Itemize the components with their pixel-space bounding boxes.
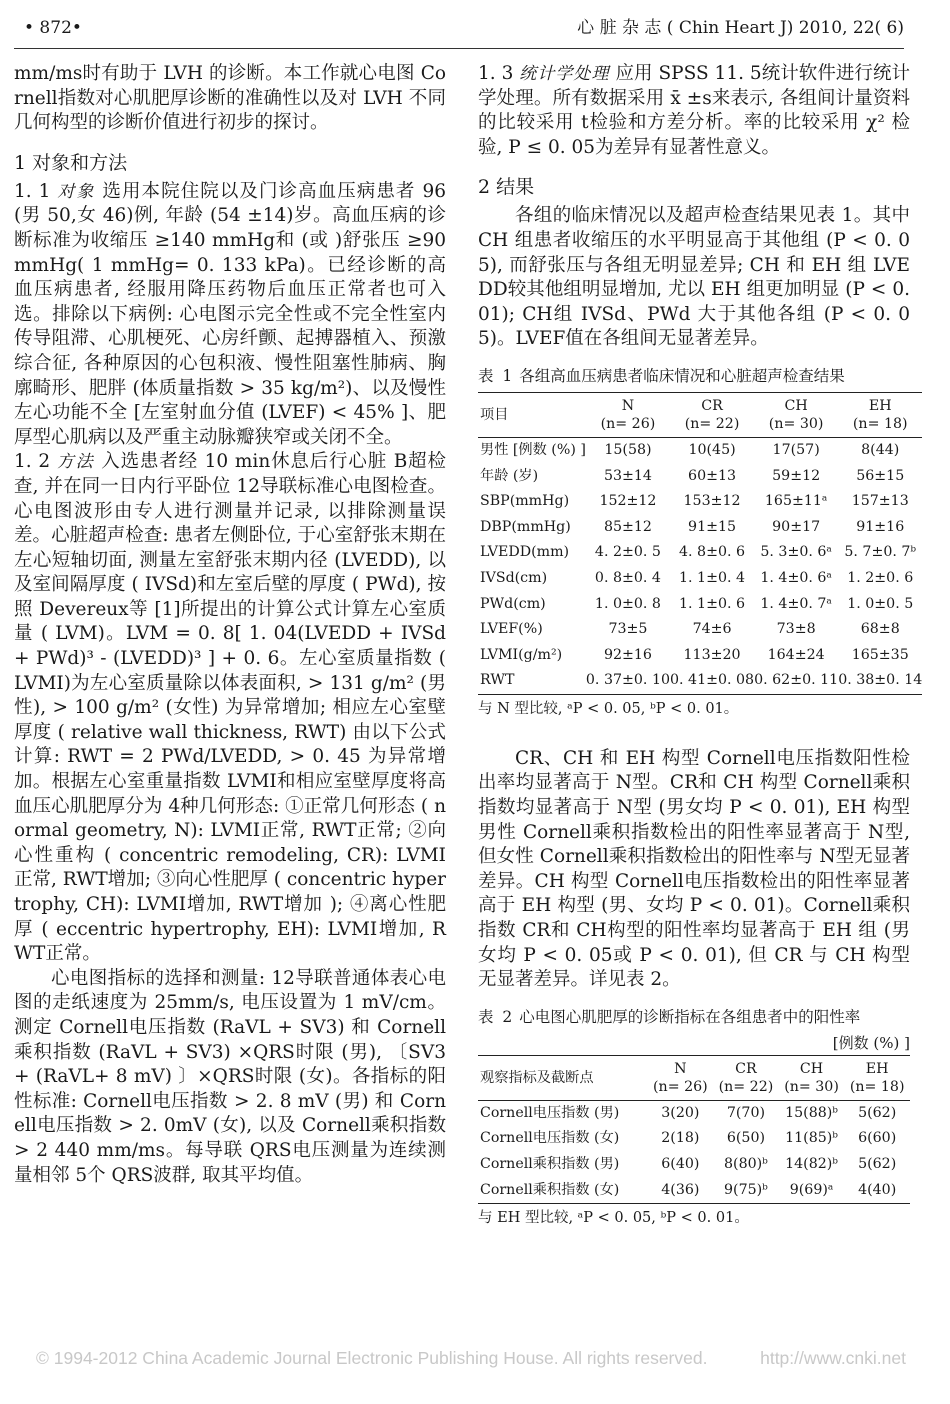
table-cell: 165±11ᵃ bbox=[764, 493, 828, 510]
table-2-header-n: N (n= 26) bbox=[648, 1055, 714, 1100]
table-cell: 4. 2±0. 5 bbox=[594, 544, 661, 561]
table-cell: 1. 4±0. 6ᵃ bbox=[760, 569, 832, 586]
table-cell: 0. 41±0. 08 bbox=[670, 668, 754, 694]
table-cell: 11(85)ᵇ bbox=[785, 1130, 838, 1147]
table-row-label: LVEDD(mm) bbox=[480, 544, 570, 561]
section-1-3-body: 应用 SPSS 11. 5统计软件进行统计学处理。所有数据采用 x̄ ±s来表示, 各组间计量资料的比较采用 t检验和方差分析。率的比较采用 χ² 检验, P ≤ 0. 05为差异有显著性意义。 bbox=[478, 63, 911, 158]
page-number: • 872• bbox=[24, 18, 82, 38]
intro-paragraph: mm/ms时有助于 LVH 的诊断。本工作就心电图 Cornell指数对心肌肥厚诊断的准确性以及对 LVH 不同几何构型的诊断价值进行初步的探讨。 bbox=[14, 63, 446, 134]
table-row bbox=[478, 1178, 910, 1204]
table-1-caption bbox=[478, 366, 910, 386]
table-1-header-eh: EH (n= 18) bbox=[838, 392, 922, 437]
table-row-label: 男性 [例数 (%) ] bbox=[480, 441, 586, 458]
table-1 bbox=[478, 392, 922, 695]
table-1-header-item: 项目 bbox=[478, 392, 586, 437]
section-1-3-paragraph bbox=[478, 62, 910, 160]
table-cell: 165±35 bbox=[851, 646, 909, 663]
table-2-title: 心电图心肌肥厚的诊断指标在各组患者中的阳性率 bbox=[519, 1007, 861, 1026]
copyright-text: © 1994-2012 China Academic Journal Electronic Publishing House. All rights reserved. bbox=[36, 1348, 708, 1368]
section-1-3-number: 1. 3 bbox=[478, 63, 514, 84]
table-cell: 113±20 bbox=[683, 646, 741, 663]
table-row bbox=[478, 592, 922, 618]
table-cell: 0. 62±0. 11 bbox=[754, 668, 838, 694]
table-2-label: 表 2 bbox=[478, 1007, 515, 1026]
table-2 bbox=[478, 1055, 910, 1204]
table-1-header-n: N (n= 26) bbox=[586, 392, 670, 437]
table-cell: 4(36) bbox=[648, 1178, 714, 1204]
table-1-title: 各组高血压病患者临床情况和心脏超声检查结果 bbox=[519, 366, 845, 385]
table-1-header-ch: CH (n= 30) bbox=[754, 392, 838, 437]
table-2-body bbox=[478, 1100, 910, 1203]
table-cell: 73±8 bbox=[776, 621, 816, 638]
table-2-unit: [例数 (%) ] bbox=[832, 1033, 910, 1052]
table-row bbox=[478, 1100, 910, 1126]
right-column bbox=[478, 62, 923, 1228]
table-row bbox=[478, 617, 922, 643]
table-cell: 90±17 bbox=[772, 518, 821, 535]
table-cell: 2(18) bbox=[661, 1130, 700, 1147]
table-row-label: Cornell电压指数 (女) bbox=[480, 1130, 620, 1147]
table-cell: 5(62) bbox=[858, 1104, 897, 1121]
table-cell: 17(57) bbox=[772, 441, 820, 458]
results-paragraph-1: 各组的临床情况以及超声检查结果见表 1。其中 CH 组患者收缩压的水平明显高于其他组 (P < 0. 05), 而舒张压与各组无明显差异; CH 和 EH 组 LVEDD较其他组明显增加, 尤以 EH 组更加明显 (P < 0. 01); CH组 IVSd、PWd 大于其他各组 (P < 0. 05)。LVEF值在各组间无显著差异。 bbox=[478, 205, 910, 350]
left-column bbox=[14, 62, 446, 1188]
table-cell: 9(75)ᵇ bbox=[713, 1178, 779, 1204]
table-cell: 6(50) bbox=[726, 1130, 766, 1147]
table-cell: 5. 3±0. 6ᵃ bbox=[760, 544, 832, 561]
watermark-footer bbox=[36, 1348, 906, 1369]
table-cell: 0. 38±0. 14 bbox=[838, 668, 922, 694]
table-cell: 1. 1±0. 6 bbox=[679, 595, 746, 612]
cnki-link[interactable]: http://www.cnki.net bbox=[760, 1348, 906, 1368]
table-cell: 8(80)ᵇ bbox=[724, 1156, 768, 1172]
table-cell: 0. 37±0. 10 bbox=[586, 668, 670, 694]
section-1-2-paragraph bbox=[14, 450, 446, 966]
table-cell: 8(44) bbox=[861, 441, 900, 458]
table-row bbox=[478, 437, 922, 463]
table-2-header-item: 观察指标及截断点 bbox=[478, 1055, 648, 1100]
table-2-header-eh: EH (n= 18) bbox=[844, 1055, 910, 1100]
table-cell: 3(20) bbox=[661, 1104, 700, 1121]
table-cell: 157±13 bbox=[851, 493, 909, 510]
table-cell: 91±16 bbox=[856, 518, 905, 535]
section-1-title: 1 对象和方法 bbox=[14, 151, 128, 174]
table-row-label: IVSd(cm) bbox=[480, 569, 548, 586]
table-row bbox=[478, 1152, 910, 1178]
table-1-label: 表 1 bbox=[478, 366, 515, 385]
ecg-method-paragraph: 心电图指标的选择和测量: 12导联普通体表心电图的走纸速度为 25mm/s, 电压设置为 1 mV/cm。测定 Cornell电压指数 (RaVL + SV3) 和 Cornell乘积指数 (RaVL + SV3) ×QRS时限 (男), 〔SV3+ (RaVL+ 8 mV) 〕×QRS时限 (女)。各指标的阳性标准: Cornell电压指数 > 2. 8 mV (男) 和 Cornell电压指数 > 2. 0mV (女), 以及 Cornell乘积指数 > 2 440 mm/ms。每导联 QRS电压测量为连续测量相邻 5个 QRS波群, 取其平均值。 bbox=[14, 967, 446, 1186]
table-cell: 10(45) bbox=[688, 441, 736, 458]
table-cell: 5. 7±0. 7ᵇ bbox=[844, 544, 917, 561]
table-cell: 5(62) bbox=[858, 1156, 897, 1172]
table-row bbox=[478, 489, 922, 515]
table-2-header-cr: CR (n= 22) bbox=[713, 1055, 779, 1100]
journal-citation: 心 脏 杂 志 ( Chin Heart J) 2010, 22( 6) bbox=[577, 18, 904, 38]
table-row-label: SBP(mmHg) bbox=[480, 493, 570, 510]
table-cell: 0. 8±0. 4 bbox=[594, 569, 661, 586]
results-paragraph-2: CR、CH 和 EH 构型 Cornell电压指数阳性检出率均显著高于 N型。CR和 CH 构型 Cornell乘积指数均显著高于 N型 (男女均 P < 0. 01), EH 构型男性 Cornell乘积指数检出的阳性率显著高于 N型, 但女性 Cornell乘积指数检出的阳性率与 N型无显著差异。CH 构型 Cornell电压指数检出的阳性率显著高于 EH 构型 (男、女均 P < 0. 01)。Cornell乘积指数 CR和 CH构型的阳性率均显著高于 EH 组 (男女均 P < 0. 05或 P < 0. 01), 但 CR 与 CH 构型无显著差异。详见表 2。 bbox=[478, 747, 910, 991]
table-2-note: 与 EH 型比较, ᵃP < 0. 05, ᵇP < 0. 01。 bbox=[478, 1210, 749, 1227]
section-1-2-title: 方法 bbox=[56, 452, 95, 473]
table-cell: 4. 8±0. 6 bbox=[679, 544, 746, 561]
table-row-label: LVMI(g/m²) bbox=[480, 646, 563, 663]
table-cell: 153±12 bbox=[683, 493, 741, 510]
page-header bbox=[14, 8, 904, 49]
table-cell: 15(58) bbox=[604, 441, 652, 458]
table-cell: 73±5 bbox=[608, 621, 648, 638]
table-row-label: DBP(mmHg) bbox=[480, 518, 571, 535]
table-cell: 68±8 bbox=[860, 621, 900, 638]
section-1-1-number: 1. 1 bbox=[14, 180, 51, 202]
section-1-1-paragraph bbox=[14, 180, 446, 451]
table-cell: 6(40) bbox=[661, 1156, 700, 1172]
table-row-label: PWd(cm) bbox=[480, 595, 546, 612]
table-cell: 85±12 bbox=[603, 518, 652, 535]
table-cell: 53±14 bbox=[603, 467, 652, 484]
section-1-1-body: 选用本院住院以及门诊高血压病患者 96(男 50,女 46)例, 年龄 (54 ±14)岁。高血压病的诊断标准为收缩压 ≥140 mmHg和 (或 )舒张压 ≥90 mmHg( 1 mmHg= 0. 133 kPa)。已经诊断的高血压病患者, 经服用降压药物后血压正常者也可入选。排除以下病例: 心电图示完全性或不完全性室内传导阻滞、心肌梗死、心房纤颤、起搏器植入、预激综合征, 各种原因的心包积液、慢性阻塞性肺病、胸廓畸形、肥胖 (体质量指数 > 35 kg/m²)、以及慢性左心功能不全 [左室射血分值 (LVEF) < 45% ]、肥厚型心肌病以及严重主动脉瓣狭窄或关闭不全。 bbox=[14, 180, 446, 448]
table-row-label: LVEF(%) bbox=[480, 621, 543, 638]
table-row bbox=[478, 668, 922, 694]
table-cell: 14(82)ᵇ bbox=[785, 1156, 838, 1172]
table-cell: 1. 4±0. 7ᵃ bbox=[760, 595, 832, 612]
table-cell: 91±15 bbox=[688, 518, 737, 535]
table-row bbox=[478, 643, 922, 669]
table-row-label: Cornell乘积指数 (女) bbox=[478, 1178, 648, 1204]
table-cell: 56±15 bbox=[856, 467, 905, 484]
table-cell: 1. 0±0. 5 bbox=[847, 595, 914, 612]
table-cell: 1. 0±0. 8 bbox=[594, 595, 661, 612]
table-cell: 59±12 bbox=[772, 467, 821, 484]
section-1-2-number: 1. 2 bbox=[14, 451, 51, 473]
table-cell: 6(60) bbox=[858, 1130, 897, 1147]
table-row-label: Cornell电压指数 (男) bbox=[480, 1104, 620, 1121]
table-cell: 92±16 bbox=[603, 646, 652, 663]
section-1-2-body: 入选患者经 10 min休息后行心脏 B超检查, 并在同一日内行平卧位 12导联标准心电图检查。心电图波形由专人进行测量并记录, 以排除测量误差。心脏超声检查: 患者左侧卧位, 于心室舒张末期在左心短轴切面, 测量左室舒张末期内径 (LVEDD), 以及室间隔厚度 ( IVSd)和左室后壁的厚度 ( PWd), 按照 Devereux等 [1]所提出的计算公式计算左心室质量 ( LVM)。LVM = 0. 8[ 1. 04(LVEDD + IVSd+ PWd)³ - (LVEDD)³ ] + 0. 6。左心室质量指数 ( LVMI)为左心室质量除以体表面积, > 131 g/m² (男性), > 100 g/m² (女性) 为异常增加; 相应左心室壁厚度 ( relative wall thickness, RWT) 由以下公式计算: RWT = 2 PWd/LVEDD, > 0. 45 为异常增加。根据左心室重量指数 LVMI和相应室壁厚度将高血压心肌肥厚分为 4种几何形态: ①正常几何形态 ( normal geometry, N): LVMI正常, RWT正常; ②向心性重构 ( concentric remodeling, CR): LVMI正常, RWT增加; ③向心性肥厚 ( concentric hypertrophy, CH): LVMI增加, RWT增加 ); ④离心性肥厚 ( eccentric hypertrophy, EH): LVMI增加, RWT正常。 bbox=[14, 451, 447, 965]
table-cell: 1. 2±0. 6 bbox=[847, 569, 914, 586]
table-cell: 7(70) bbox=[726, 1104, 766, 1121]
table-cell: 60±13 bbox=[688, 467, 737, 484]
table-cell: 1. 1±0. 4 bbox=[679, 569, 746, 586]
table-cell: 164±24 bbox=[767, 646, 825, 663]
table-row bbox=[478, 515, 922, 541]
table-row-label: 年龄 (岁) bbox=[480, 467, 539, 484]
table-1-header-cr: CR (n= 22) bbox=[670, 392, 754, 437]
table-cell: 9(69)ᵃ bbox=[779, 1178, 845, 1204]
table-cell: 4(40) bbox=[844, 1178, 910, 1204]
table-1-body bbox=[478, 437, 922, 694]
table-row bbox=[478, 464, 922, 490]
table-1-note: 与 N 型比较, ᵃP < 0. 05, ᵇP < 0. 01。 bbox=[478, 700, 739, 717]
section-1-1-title: 对象 bbox=[57, 181, 96, 202]
table-2-caption bbox=[478, 1007, 910, 1027]
table-row bbox=[478, 540, 922, 566]
table-cell: 152±12 bbox=[599, 493, 657, 510]
table-row-label: RWT bbox=[478, 668, 586, 694]
section-2-title: 2 结果 bbox=[478, 176, 535, 199]
table-cell: 15(88)ᵇ bbox=[785, 1104, 838, 1121]
table-row bbox=[478, 566, 922, 592]
table-cell: 74±6 bbox=[692, 621, 732, 638]
table-2-header-ch: CH (n= 30) bbox=[779, 1055, 845, 1100]
table-row-label: Cornell乘积指数 (男) bbox=[480, 1156, 620, 1172]
table-row bbox=[478, 1126, 910, 1152]
section-1-3-title: 统计学处理 bbox=[519, 64, 610, 84]
